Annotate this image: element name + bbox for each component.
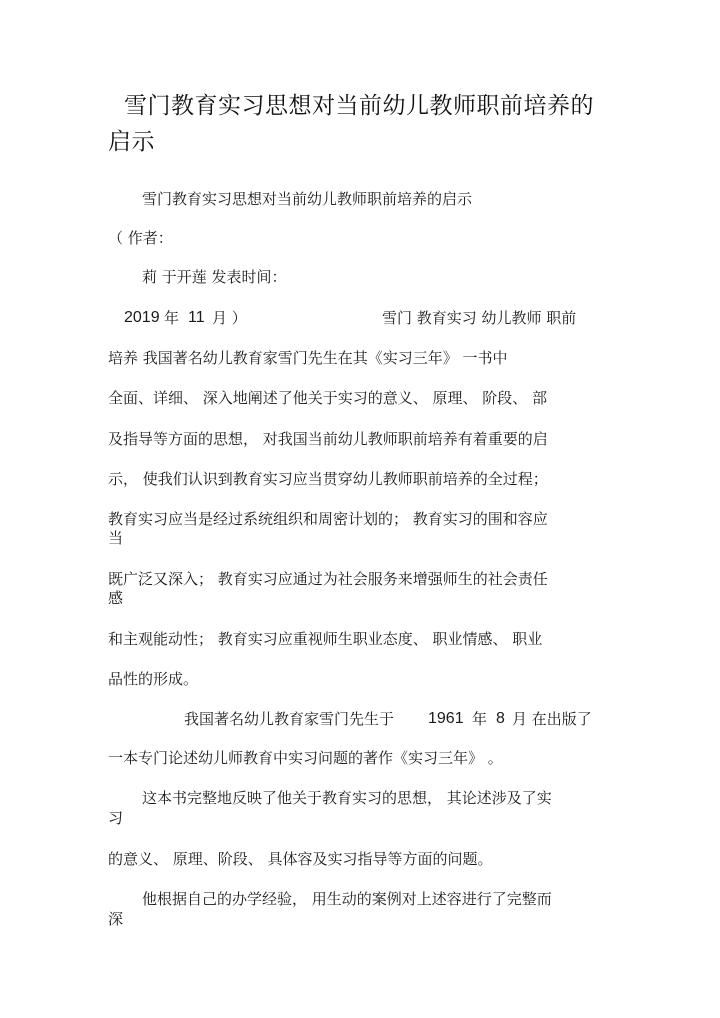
abstract-line: 既广泛又深入； 教育实习应通过为社会服务来增强师生的社会责任 — [108, 570, 548, 588]
p2-text-a: 我国著名幼儿教育家雪门先生于 — [184, 710, 395, 728]
abstract-line: 当 — [108, 529, 124, 547]
paragraph-3-line: 习 — [108, 809, 124, 827]
paragraph-4-line: 他根据自己的办学经验， 用生动的案例对上述容进行了完整而 — [142, 890, 552, 908]
date-year-unit: 年 — [164, 309, 180, 327]
paragraph-4-line: 深 — [108, 910, 124, 928]
date-year: 2019 — [124, 309, 160, 326]
p2-month: 8 — [496, 710, 505, 727]
p2-text-c: 月 在出版了 — [512, 710, 592, 728]
paragraph-2-line-2: 一本专门论述幼儿师教育中实习问题的著作《实习三年》 。 — [108, 749, 503, 767]
abstract-line: 及指导等方面的思想， 对我国当前幼儿教师职前培养有着重要的启 — [108, 430, 548, 448]
abstract-line: 教育实习应当是经过系统组织和周密计划的； 教育实习的围和容应 — [108, 510, 548, 528]
abstract-line: 培养 我国著名幼儿教育家雪门先生在其《实习三年》 一书中 — [108, 349, 508, 367]
author-label: （ 作者： — [108, 229, 173, 247]
abstract-line: 和主观能动性； 教育实习应重视师生职业态度、 职业情感、 职业 — [108, 630, 543, 648]
date-month: 11 — [188, 309, 205, 326]
abstract-line: 全面、详细、 深入地阐述了他关于实习的意义、 原理、 阶段、 部 — [108, 389, 548, 407]
p2-year: 1961 — [428, 710, 464, 727]
p2-year-unit: 年 — [472, 710, 488, 728]
paragraph-3-line: 的意义、 原理、阶段、 具体容及实习指导等方面的问题。 — [108, 850, 493, 868]
abstract-line: 品性的形成。 — [108, 670, 199, 688]
date-month-unit: 月 ） — [212, 309, 247, 327]
author-names: 莉 于开莲 发表时间： — [142, 268, 287, 286]
abstract-line: 感 — [108, 589, 124, 607]
document-title: 雪门教育实习思想对当前幼儿教师职前培养的启示 — [108, 93, 594, 155]
keywords: 雪门 教育实习 幼儿教师 职前 — [382, 309, 577, 327]
paragraph-3-line: 这本书完整地反映了他关于教育实习的思想， 其论述涉及了实 — [142, 789, 552, 807]
abstract-line: 示， 使我们认识到教育实习应当贯穿幼儿教师职前培养的全过程； — [108, 470, 548, 488]
subtitle: 雪门教育实习思想对当前幼儿教师职前培养的启示 — [142, 190, 473, 208]
